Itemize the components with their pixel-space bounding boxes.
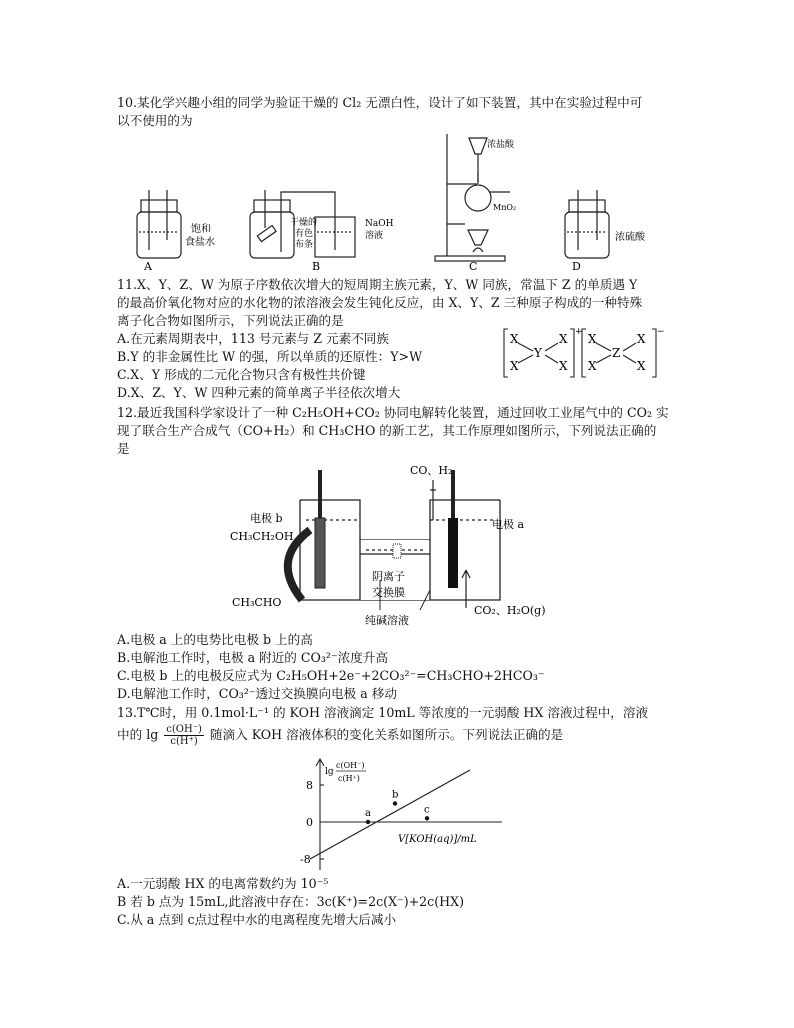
x-axis-label: V[KOH(aq)]/mL (398, 834, 477, 845)
ytick-8: 8 (306, 779, 313, 792)
bottle-d (565, 190, 609, 258)
svg-text:+: + (575, 327, 583, 337)
q12-line3: 是 (117, 441, 130, 456)
q11-option-b: B.Y 的非金属性比 W 的强，所以单质的还原性：Y>W (117, 349, 423, 364)
solution-label: 纯碱溶液 (365, 614, 409, 627)
electrolysis-diagram (230, 460, 560, 632)
hcl-label: 浓盐酸 (487, 140, 515, 150)
svg-text:X: X (510, 359, 519, 373)
point-a (366, 820, 370, 824)
option-b-label: B (312, 260, 321, 273)
ethanol-label: CH₃CH₂OH (230, 530, 294, 543)
svg-text:X: X (588, 359, 597, 373)
svg-text:X: X (510, 332, 519, 346)
ytick-0: 0 (306, 816, 313, 829)
bottle-b-label2: 有色 (295, 229, 314, 239)
q10-text-line1: 10.某化学兴趣小组的同学为验证干燥的 Cl₂ 无漂白性，设计了如下装置，其中在实验过程中可 (117, 95, 643, 110)
q11-option-c: C.X、Y 形成的二元化合物只含有极性共价键 (117, 367, 366, 382)
svg-text:X: X (588, 332, 597, 346)
q10-text-line2: 以不使用的为 (117, 113, 193, 128)
bottle-d-label: 浓硫酸 (615, 232, 645, 243)
point-label-a: a (365, 808, 371, 819)
gas-in-label: CO₂、H₂O(g) (474, 604, 546, 617)
gas-out-label: CO、H₂ (410, 464, 453, 477)
bottle-a (137, 190, 181, 258)
bottle-a-label: 饱和 (191, 224, 211, 235)
q13-option-b: B 若 b 点为 15mL,此溶液中存在：3c(K⁺)=2c(X⁻)+2c(HX) (117, 894, 464, 909)
q12-option-a: A.电极 a 上的电势比电极 b 上的高 (117, 632, 313, 647)
point-label-b: b (392, 789, 399, 801)
svg-text:Y: Y (534, 346, 542, 360)
q13-line2-post: 随滴入 KOH 溶液体积的变化关系如图所示。下列说法正确的是 (209, 727, 564, 742)
bottle-b-label1: 干燥的 (290, 218, 318, 228)
naoh-label: NaOH (365, 219, 394, 229)
q13-frac-den: c(H⁺) (170, 736, 198, 747)
mno2-label: MnO₂ (493, 203, 517, 212)
q11-line1: 11.X、Y、Z、W 为原子序数依次增大的短周期主族元素，Y、W 同族，常温下 Z 的单质遇 Y (117, 277, 638, 292)
generator-c (435, 134, 510, 261)
option-d-label: D (572, 260, 581, 273)
membrane-label2: 交换膜 (372, 586, 405, 599)
q11-line3: 离子化合物如图所示，下列说法正确的是 (117, 313, 344, 328)
svg-text:X: X (637, 332, 646, 346)
point-c (425, 816, 429, 820)
q12-line2: 现了联合生产合成气（CO+H₂）和 CH₃CHO 的新工艺，其工作原理如图所示，下列说法正确的 (117, 423, 657, 438)
membrane-label1: 阴离子 (372, 570, 405, 583)
q11-option-d: D.X、Z、Y、W 四种元素的简单离子半径依次增大 (117, 385, 401, 400)
q11-line2: 的最高价氧化物对应的水化物的浓溶液会发生钝化反应，由 X、Y、Z 三种原子构成的一种特殊 (117, 295, 643, 310)
ylabel-den: c(H⁺) (338, 774, 360, 783)
ionic-compound-structure (502, 325, 672, 383)
svg-text:X: X (559, 359, 568, 373)
bottle-a-label2: 食盐水 (185, 237, 215, 248)
option-c-label: C (469, 260, 478, 273)
svg-text:X: X (559, 332, 568, 346)
ylabel-prefix: lg (325, 767, 334, 777)
point-label-c: c (424, 804, 430, 816)
q13-line2 (117, 724, 563, 747)
q11-option-a: A.在元素周期表中，113 号元素与 Z 元素不同族 (117, 331, 389, 346)
naoh-label2: 溶液 (365, 231, 384, 241)
option-a-label: A (144, 260, 152, 273)
bottle-b-label3: 布条 (295, 240, 314, 250)
svg-text:Z: Z (612, 346, 621, 360)
q12-option-b: B.电解池工作时，电极 a 附近的 CO₃²⁻浓度升高 (117, 650, 388, 665)
q13-option-a: A.一元弱酸 HX 的电离常数约为 10⁻⁵ (117, 876, 329, 891)
q13-fraction (164, 724, 204, 747)
titration-chart (280, 756, 520, 874)
q12-line1: 12.最近我国科学家设计了一种 C₂H₅OH+CO₂ 协同电解转化装置，通过回收工业尾气中的 CO₂ 实 (117, 405, 669, 420)
acetaldehyde-label: CH₃CHO (232, 596, 282, 609)
svg-text:−: − (657, 327, 665, 337)
ytick-neg8: -8 (300, 853, 311, 866)
electrode-a-label: 电极 a (492, 518, 525, 531)
q10-apparatus-figure (125, 132, 645, 274)
ylabel-num: c(OH⁻) (336, 761, 365, 770)
q13-line2-pre: 中的 lg (117, 727, 159, 742)
electrode-b-label: 电极 b (250, 512, 283, 525)
y-axis-label (325, 761, 366, 783)
q12-option-c: C.电极 b 上的电极反应式为 C₂H₅OH+2e⁻+2CO₃²⁻=CH₃CHO+2HCO₃⁻ (117, 668, 545, 683)
point-b (393, 801, 397, 805)
q13-option-c: C.从 a 点到 c点过程中水的电离程度先增大后减小 (117, 912, 397, 927)
svg-text:X: X (637, 359, 646, 373)
titration-curve-line (310, 770, 470, 859)
q13-line1: 13.T℃时，用 0.1mol·L⁻¹ 的 KOH 溶液滴定 10mL 等浓度的一元弱酸 HX 溶液过程中，溶液 (117, 705, 649, 720)
q12-option-d: D.电解池工作时，CO₃²⁻透过交换膜向电极 a 移动 (117, 686, 397, 701)
q13-frac-num: c(OH⁻) (166, 724, 202, 735)
